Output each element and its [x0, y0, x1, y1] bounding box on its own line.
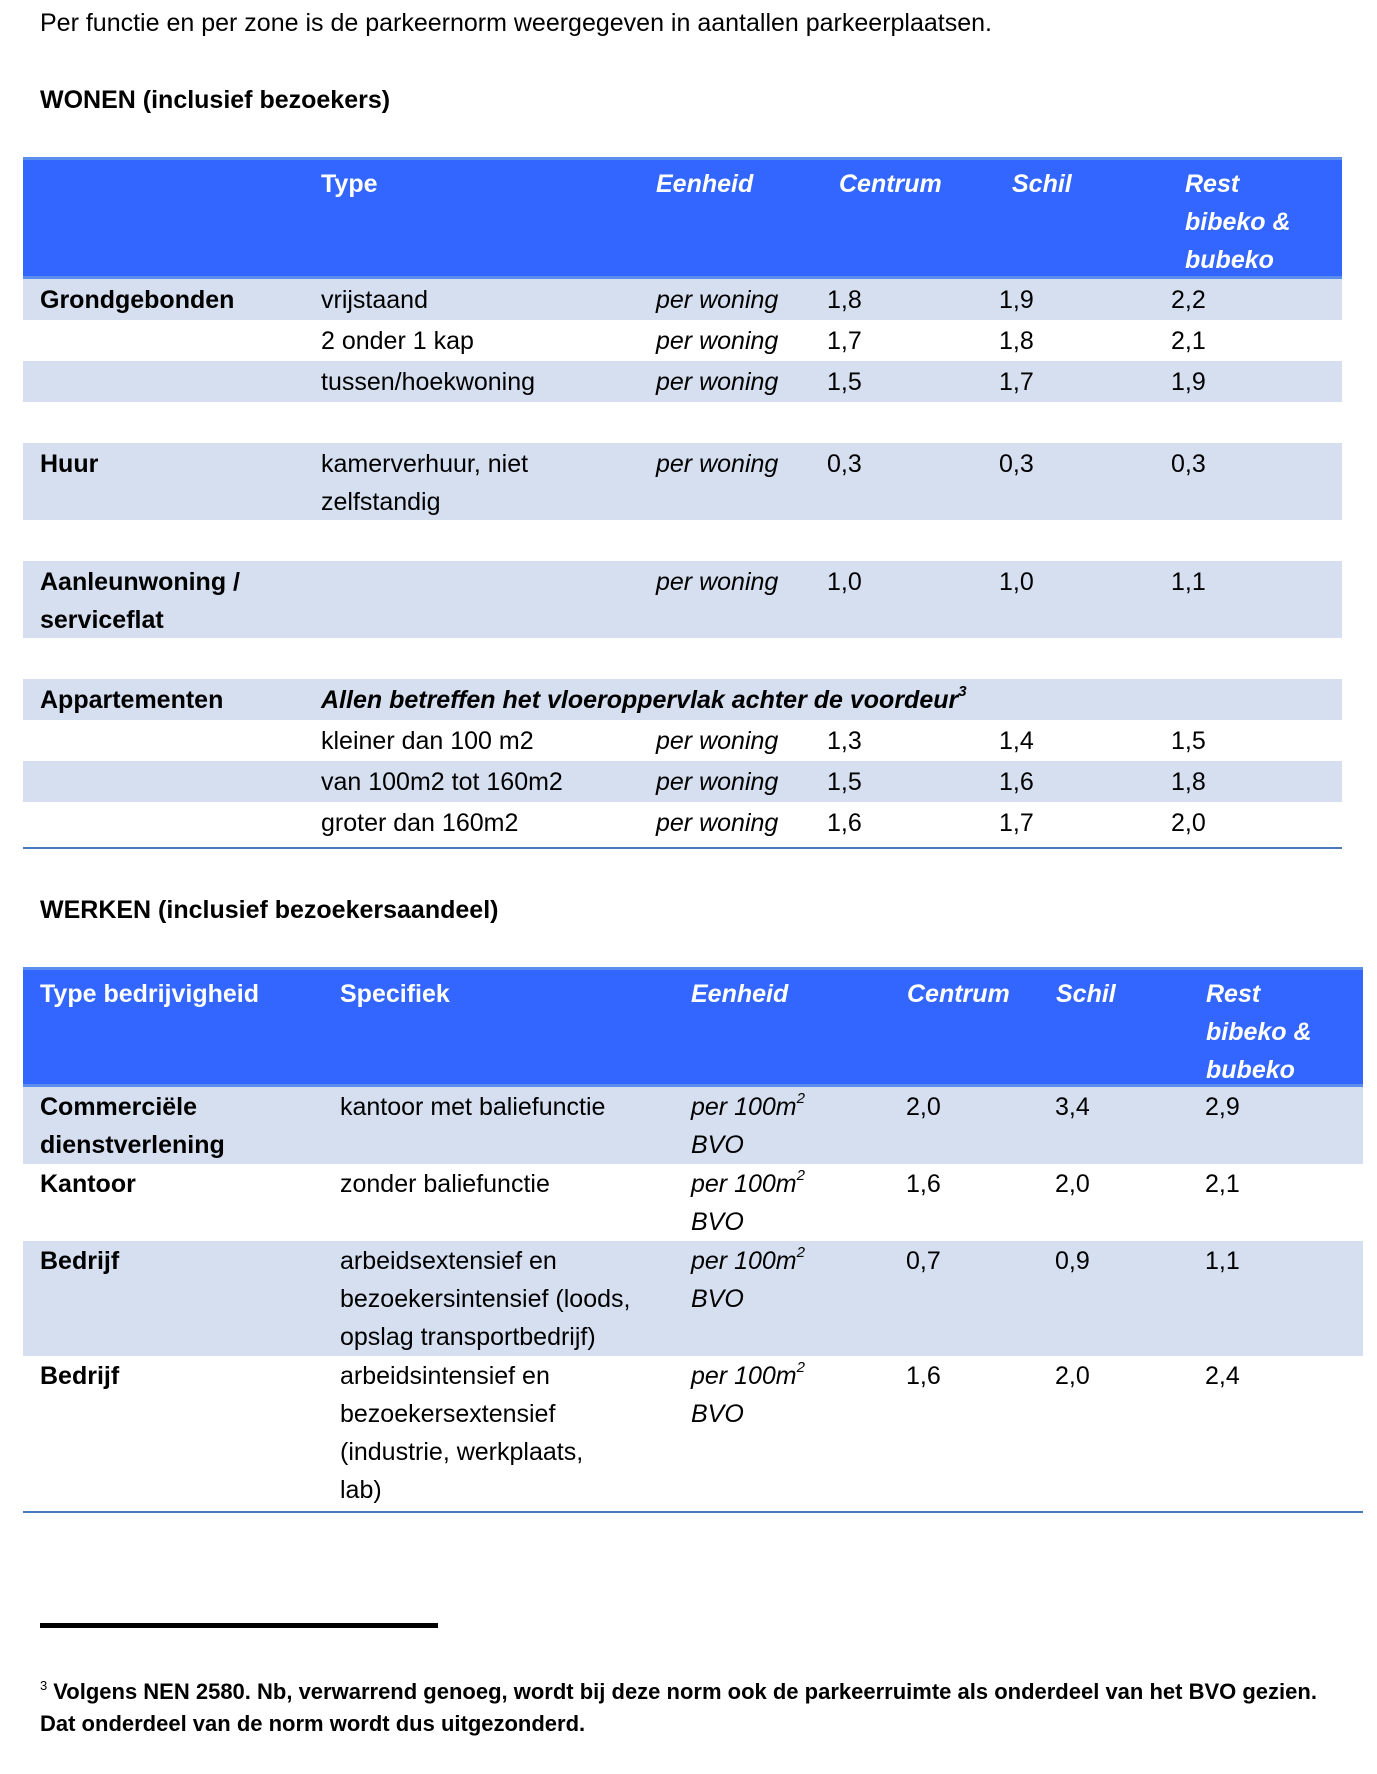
row-eenheid: per woning	[656, 450, 779, 478]
row-type: kleiner dan 100 m2	[321, 727, 534, 755]
row-label: Bedrijf	[40, 1247, 120, 1275]
row-eenheid: per $100m^2$ BVO	[691, 1244, 805, 1313]
row-type: 2 onder 1 kap	[321, 327, 474, 355]
row-centrum: 1,7	[827, 327, 862, 355]
row-type: vrijstaand	[321, 286, 428, 314]
row-schil: 1,0	[999, 568, 1034, 596]
row-eenheid: per $100m^2$ BVO	[691, 1359, 805, 1428]
row-rest: 1,1	[1205, 1247, 1240, 1275]
wonen-title: WONEN (inclusief bezoekers)	[40, 86, 391, 114]
row-eenheid: per $100m^2$ BVO	[691, 1090, 805, 1159]
row-label: Appartementen	[40, 686, 224, 714]
row-eenheid: per woning	[656, 327, 779, 355]
wonen-table-bottom-rule	[23, 847, 1342, 849]
row-type: tussen/hoekwoning	[321, 368, 536, 396]
row-label: Huur	[40, 450, 99, 478]
row-rest: 2,1	[1205, 1170, 1240, 1198]
wonen-table	[23, 157, 1342, 853]
row-eenheid: per woning	[656, 727, 779, 755]
row-schil: 1,9	[999, 286, 1034, 314]
row-eenheid: per woning	[656, 768, 779, 796]
row-rest: 1,9	[1171, 368, 1206, 396]
intro-text: Per functie en per zone is de parkeernorm weergegeven in aantallen parkeerplaatsen.	[40, 9, 992, 37]
wonen-header-rest: Rest bibeko & bubeko	[1185, 170, 1291, 274]
werken-header-centrum: Centrum	[907, 980, 1010, 1008]
row-rest: 2,4	[1205, 1362, 1240, 1390]
werken-header-specifiek: Specifiek	[340, 980, 450, 1008]
row-specifiek: arbeidsextensief en bezoekersintensief (loods, opslag transportbedrijf)	[340, 1247, 631, 1351]
row-rest: 1,5	[1171, 727, 1206, 755]
row-schil: 1,6	[999, 768, 1034, 796]
row-eenheid: per $100m^2$ BVO	[691, 1167, 805, 1236]
row-centrum: 1,6	[827, 809, 862, 837]
row-label: Kantoor	[40, 1170, 136, 1198]
row-type: van 100m2 tot 160m2	[321, 768, 563, 796]
row-rest: 2,1	[1171, 327, 1206, 355]
werken-header-eenheid: Eenheid	[691, 980, 789, 1008]
row-centrum: 1,8	[827, 286, 862, 314]
row-schil: 2,0	[1055, 1362, 1090, 1390]
row-label: Aanleunwoning / serviceflat	[40, 568, 240, 634]
row-centrum: 0,7	[906, 1247, 941, 1275]
row-rest: 2,0	[1171, 809, 1206, 837]
werken-table-bottom-rule	[23, 1511, 1363, 1513]
row-specifiek: kantoor met baliefunctie	[340, 1093, 606, 1121]
row-centrum: 1,3	[827, 727, 862, 755]
row-specifiek: zonder baliefunctie	[340, 1170, 550, 1198]
footnote-separator	[40, 1623, 438, 1628]
row-type: kamerverhuur, niet zelfstandig	[321, 450, 529, 516]
wonen-header-schil: Schil	[1012, 170, 1072, 198]
row-centrum: 0,3	[827, 450, 862, 478]
row-eenheid: per woning	[656, 286, 779, 314]
row-specifiek: arbeidsintensief en bezoekersextensief (industrie, werkplaats, lab)	[340, 1362, 584, 1504]
werken-table	[23, 967, 1363, 1521]
row-centrum: 1,6	[906, 1170, 941, 1198]
row-schil: 0,3	[999, 450, 1034, 478]
row-rest: 0,3	[1171, 450, 1206, 478]
row-rest: 2,2	[1171, 286, 1206, 314]
row-schil: 1,8	[999, 327, 1034, 355]
row-rest: 1,8	[1171, 768, 1206, 796]
row-label: Grondgebonden	[40, 286, 235, 314]
row-eenheid: per woning	[656, 809, 779, 837]
wonen-header-eenheid: Eenheid	[656, 170, 754, 198]
row-centrum: 2,0	[906, 1093, 941, 1121]
row-rest: 1,1	[1171, 568, 1206, 596]
row-eenheid: per woning	[656, 368, 779, 396]
werken-header-rest: Rest bibeko & bubeko	[1206, 980, 1312, 1084]
row-schil: 1,7	[999, 368, 1034, 396]
werken-header-schil: Schil	[1056, 980, 1116, 1008]
appartementen-note: Allen betreffen het vloeroppervlak achter de voordeur$^3$	[321, 683, 967, 714]
wonen-header-type: Type	[321, 170, 378, 198]
row-schil: 1,7	[999, 809, 1034, 837]
row-eenheid: per woning	[656, 568, 779, 596]
wonen-header-centrum: Centrum	[839, 170, 942, 198]
footnote-number: 3	[40, 1678, 48, 1693]
werken-title: WERKEN (inclusief bezoekersaandeel)	[40, 896, 499, 924]
row-schil: 3,4	[1055, 1093, 1090, 1121]
row-centrum: 1,5	[827, 768, 862, 796]
footnote-text: Volgens NEN 2580. Nb, verwarrend genoeg, wordt bij deze norm ook de parkeerruimte als onderdeel van het BVO gezien. Dat onderdeel van de norm wordt dus uitgezonderd.	[40, 1679, 1317, 1736]
row-centrum: 1,5	[827, 368, 862, 396]
row-type: groter dan 160m2	[321, 809, 519, 837]
row-schil: 0,9	[1055, 1247, 1090, 1275]
row-centrum: 1,0	[827, 568, 862, 596]
row-label: Bedrijf	[40, 1362, 120, 1390]
row-centrum: 1,6	[906, 1362, 941, 1390]
werken-header-row	[23, 967, 1363, 1087]
row-schil: 1,4	[999, 727, 1034, 755]
werken-header-type: Type bedrijvigheid	[40, 980, 260, 1008]
wonen-header-row	[23, 157, 1342, 279]
row-label: Commerciële dienstverlening	[40, 1093, 225, 1159]
row-schil: 2,0	[1055, 1170, 1090, 1198]
footnote	[40, 1676, 1340, 1740]
footnote-ref: 3	[958, 683, 967, 700]
row-rest: 2,9	[1205, 1093, 1240, 1121]
